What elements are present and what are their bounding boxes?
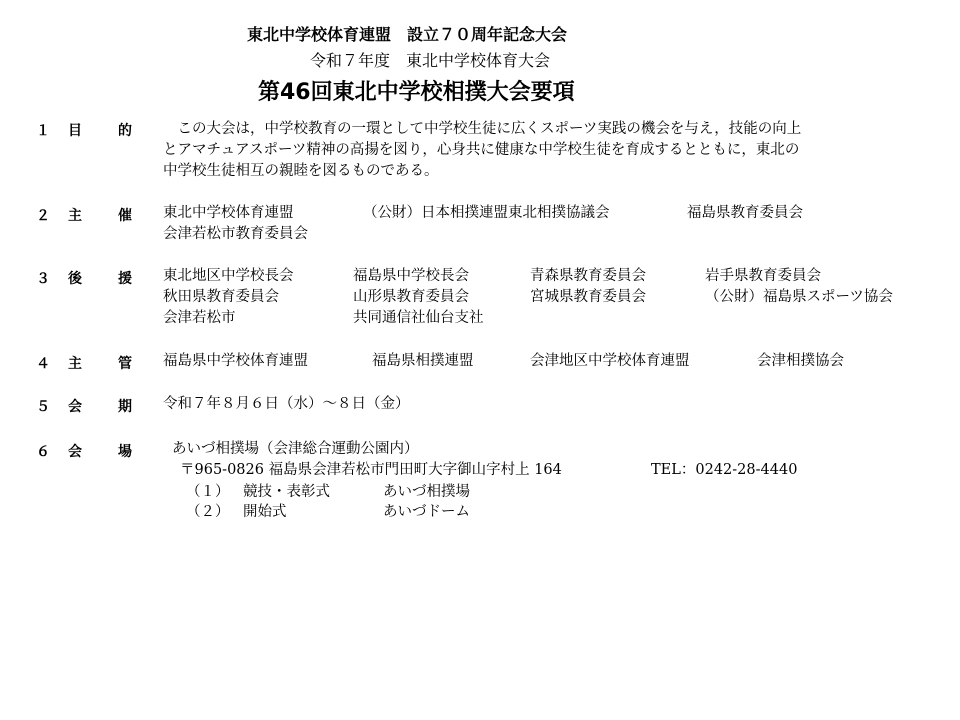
section-heading-char: 主 [68, 356, 82, 372]
section-heading-char: 主 [68, 208, 82, 224]
section-heading-char: 目 [68, 123, 82, 139]
venue-row-event: 開始式 [243, 504, 287, 520]
section-number: １ [36, 123, 50, 139]
event-anniversary-title: 東北中学校体育連盟 設立７０周年記念大会 [247, 25, 568, 44]
venue-row-number: （１） [186, 484, 230, 500]
manager-item: 福島県中学校体育連盟 [163, 353, 308, 369]
supporter-item: 宮城県教育委員会 [530, 289, 646, 305]
purpose-line: 中学校生徒相互の親睦を図るものである。 [163, 163, 439, 179]
section-heading-char: 催 [118, 208, 132, 224]
section-number: ６ [36, 444, 50, 460]
venue-row-place: あいづ相撲場 [383, 484, 470, 500]
organizer-item: （公財）日本相撲連盟東北相撲協議会 [363, 205, 610, 221]
manager-item: 会津相撲協会 [757, 353, 844, 369]
section-heading-char: 期 [118, 399, 132, 415]
venue-tel: TEL：0242-28-4440 [651, 462, 798, 478]
manager-item: 会津地区中学校体育連盟 [530, 353, 690, 369]
venue-row-number: （２） [186, 504, 230, 520]
venue-address: 〒965-0826 福島県会津若松市門田町大字御山字村上 164 [180, 462, 562, 478]
venue-row-place: あいづドーム [383, 504, 470, 520]
supporter-item: 会津若松市 [163, 310, 236, 326]
purpose-line: とアマチュアスポーツ精神の高揚を図り，心身共に健康な中学校生徒を育成するとともに，東北の [163, 142, 800, 158]
section-heading-char: 会 [68, 444, 82, 460]
section-heading-char: 会 [68, 399, 82, 415]
venue-name: あいづ相撲場（会津総合運動公園内） [172, 441, 419, 457]
supporter-item: 東北地区中学校長会 [163, 268, 294, 284]
period-text: 令和７年８月６日（水）～８日（金） [163, 396, 410, 412]
organizer-item: 東北中学校体育連盟 [163, 205, 294, 221]
manager-item: 福島県相撲連盟 [372, 353, 474, 369]
section-number: ２ [36, 208, 50, 224]
section-heading-char: 管 [118, 356, 132, 372]
purpose-line: この大会は，中学校教育の一環として中学校生徒に広くスポーツ実践の機会を与え，技能の向上 [163, 121, 802, 137]
supporter-item: 共同通信社仙台支社 [353, 310, 484, 326]
section-heading-char: 場 [118, 444, 132, 460]
supporter-item: 青森県教育委員会 [530, 268, 646, 284]
event-year-title: 令和７年度 東北中学校体育大会 [310, 51, 551, 70]
section-number: ４ [36, 356, 50, 372]
organizer-item: 福島県教育委員会 [687, 205, 803, 221]
venue-row-event: 競技・表彰式 [243, 484, 330, 500]
section-heading-char: 的 [118, 123, 132, 139]
page-title: 第46回東北中学校相撲大会要項 [258, 80, 575, 105]
section-number: ３ [36, 271, 50, 287]
supporter-item: 岩手県教育委員会 [705, 268, 821, 284]
supporter-item: （公財）福島県スポーツ協会 [705, 289, 893, 305]
section-number: ５ [36, 399, 50, 415]
supporter-item: 秋田県教育委員会 [163, 289, 279, 305]
section-heading-char: 援 [118, 271, 132, 287]
organizer-item: 会津若松市教育委員会 [163, 226, 308, 242]
supporter-item: 福島県中学校長会 [353, 268, 469, 284]
supporter-item: 山形県教育委員会 [353, 289, 469, 305]
section-heading-char: 後 [68, 271, 82, 287]
